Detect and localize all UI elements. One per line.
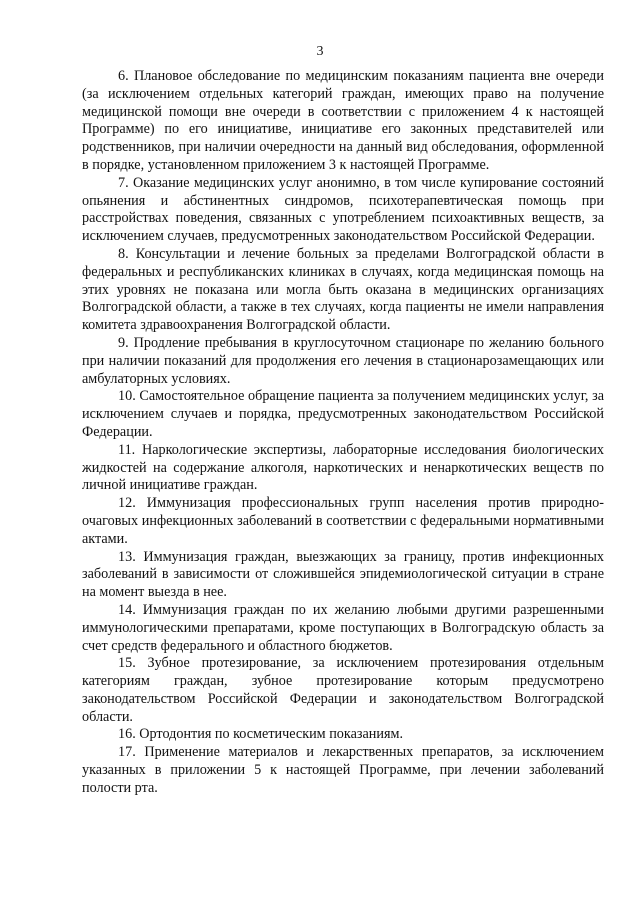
- paragraph-12: 12. Иммунизация профессиональных групп населения против природно-очаговых инфекционных заболеваний в соответствии с федеральными нормативными актами.: [82, 495, 604, 547]
- paragraph-15: 15. Зубное протезирование, за исключением протезирования отдельным категориям граждан, зубное протезирование которым предусмотрено законодательством Российской Федерации и законодательством Волгоградской области.: [82, 655, 604, 725]
- paragraph-17: 17. Применение материалов и лекарственных препаратов, за исключением указанных в приложении 5 к настоящей Программе, при лечении заболеваний полости рта.: [82, 744, 604, 796]
- page-number: 3: [316, 44, 324, 59]
- paragraph-13: 13. Иммунизация граждан, выезжающих за границу, против инфекционных заболеваний в зависимости от сложившейся эпидемиологической ситуации в стране на момент выезда в нее.: [82, 548, 604, 601]
- paragraph-14: 14. Иммунизация граждан по их желанию любыми другими разрешенными иммунологическими препаратами, кроме поступающих в Волгоградскую область за счет средств федерального и областного бюджетов.: [82, 601, 604, 654]
- paragraph-16: 16. Ортодонтия по косметическим показаниям.: [118, 726, 404, 743]
- paragraph-7: 7. Оказание медицинских услуг анонимно, в том числе купирование состояний опьянения и абстинентных синдромов, психотерапевтическая помощь при расстройствах поведения, связанных с употреблением психоактивных веществ, за исключением случаев, предусмотренных законодательством Российской Федерации.: [82, 174, 604, 245]
- paragraph-9: 9. Продление пребывания в круглосуточном стационаре по желанию больного при наличии показаний для продолжения его лечения в стационарозамещающих или амбулаторных условиях.: [82, 334, 604, 387]
- paragraph-10: 10. Самостоятельное обращение пациента за получением медицинских услуг, за исключением случаев и порядка, предусмотренных законодательством Российской Федерации.: [82, 388, 604, 440]
- paragraph-6: 6. Плановое обследование по медицинским показаниям пациента вне очереди (за исключением отдельных категорий граждан, имеющих право на получение медицинской помощи вне очереди в соответствии с приложением 4 к настоящей Программе) по его инициативе, инициативе его законных представителей или родственников, при наличии очередности на данный вид обследования, оформленной в порядке, установленном приложением 3 к настоящей Программе.: [82, 68, 604, 173]
- document-body: [82, 68, 604, 798]
- paragraph-8: 8. Консультации и лечение больных за пределами Волгоградской области в федеральных и республиканских клиниках в случаях, когда медицинская помощь на этих уровнях не показана или могла быть оказана в медицинских организациях Волгоградской области, а также в тех случаях, когда пациенты не имели направления комитета здравоохранения Волгоградской области.: [82, 245, 604, 334]
- paragraph-11: 11. Наркологические экспертизы, лабораторные исследования биологических жидкостей на содержание алкоголя, наркотических и ненаркотических веществ по личной инициативе граждан.: [82, 441, 604, 494]
